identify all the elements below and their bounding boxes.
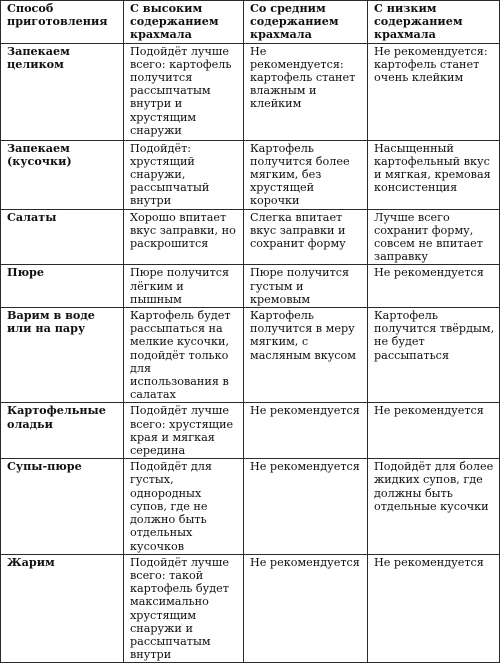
header-high-starch: С высоким содержанием крахмала: [124, 1, 244, 44]
table-row: [1, 265, 500, 308]
medium-starch-cell: Не рекомендуется: картофель станет влажным и клейким: [244, 43, 368, 140]
high-starch-cell: Подойдёт: хрустящий снаружи, рассыпчатый внутри: [124, 140, 244, 209]
method-cell: Варим в воде или на пару: [1, 308, 124, 403]
high-starch-cell: Подойдёт для густых, однородных супов, где не должно быть отдельных кусочков: [124, 459, 244, 554]
table-row: [1, 209, 500, 265]
medium-starch-cell: Картофель получится более мягким, без хрустящей корочки: [244, 140, 368, 209]
table-row: [1, 43, 500, 140]
high-starch-cell: Пюре получится лёгким и пышным: [124, 265, 244, 308]
method-cell: Салаты: [1, 209, 124, 265]
medium-starch-cell: Пюре получится густым и кремовым: [244, 265, 368, 308]
table-row: [1, 459, 500, 554]
medium-starch-cell: Не рекомендуется: [244, 459, 368, 554]
low-starch-cell: Не рекомендуется: [368, 554, 500, 663]
medium-starch-cell: Не рекомендуется: [244, 554, 368, 663]
method-cell: Супы-пюре: [1, 459, 124, 554]
table-row: [1, 403, 500, 459]
method-cell: Картофельные оладьи: [1, 403, 124, 459]
method-cell: Пюре: [1, 265, 124, 308]
low-starch-cell: Подойдёт для более жидких супов, где должны быть отдельные кусочки: [368, 459, 500, 554]
high-starch-cell: Картофель будет рассыпаться на мелкие кусочки, подойдёт только для использования в салатах: [124, 308, 244, 403]
table-row: [1, 554, 500, 663]
high-starch-cell: Подойдёт лучше всего: хрустящие края и мягкая середина: [124, 403, 244, 459]
low-starch-cell: Не рекомендуется: картофель станет очень клейким: [368, 43, 500, 140]
low-starch-cell: Лучше всего сохранит форму, совсем не впитает заправку: [368, 209, 500, 265]
header-row: [1, 1, 500, 44]
table-row: [1, 308, 500, 403]
medium-starch-cell: Слегка впитает вкус заправки и сохранит форму: [244, 209, 368, 265]
header-medium-starch: Со средним содержанием крахмала: [244, 1, 368, 44]
low-starch-cell: Не рекомендуется: [368, 403, 500, 459]
low-starch-cell: Не рекомендуется: [368, 265, 500, 308]
header-low-starch: С низким содержанием крахмала: [368, 1, 500, 44]
low-starch-cell: Насыщенный картофельный вкус и мягкая, кремовая консистенция: [368, 140, 500, 209]
method-cell: Жарим: [1, 554, 124, 663]
high-starch-cell: Хорошо впитает вкус заправки, но раскрошится: [124, 209, 244, 265]
table-row: [1, 140, 500, 209]
header-method: Способ приготовления: [1, 1, 124, 44]
high-starch-cell: Подойдёт лучше всего: такой картофель будет максимально хрустящим снаружи и рассыпчатым внутри: [124, 554, 244, 663]
medium-starch-cell: Не рекомендуется: [244, 403, 368, 459]
medium-starch-cell: Картофель получится в меру мягким, с масляным вкусом: [244, 308, 368, 403]
low-starch-cell: Картофель получится твёрдым, не будет рассыпаться: [368, 308, 500, 403]
method-cell: Запекаем (кусочки): [1, 140, 124, 209]
high-starch-cell: Подойдёт лучше всего: картофель получится рассыпчатым внутри и хрустящим снаружи: [124, 43, 244, 140]
method-cell: Запекаем целиком: [1, 43, 124, 140]
